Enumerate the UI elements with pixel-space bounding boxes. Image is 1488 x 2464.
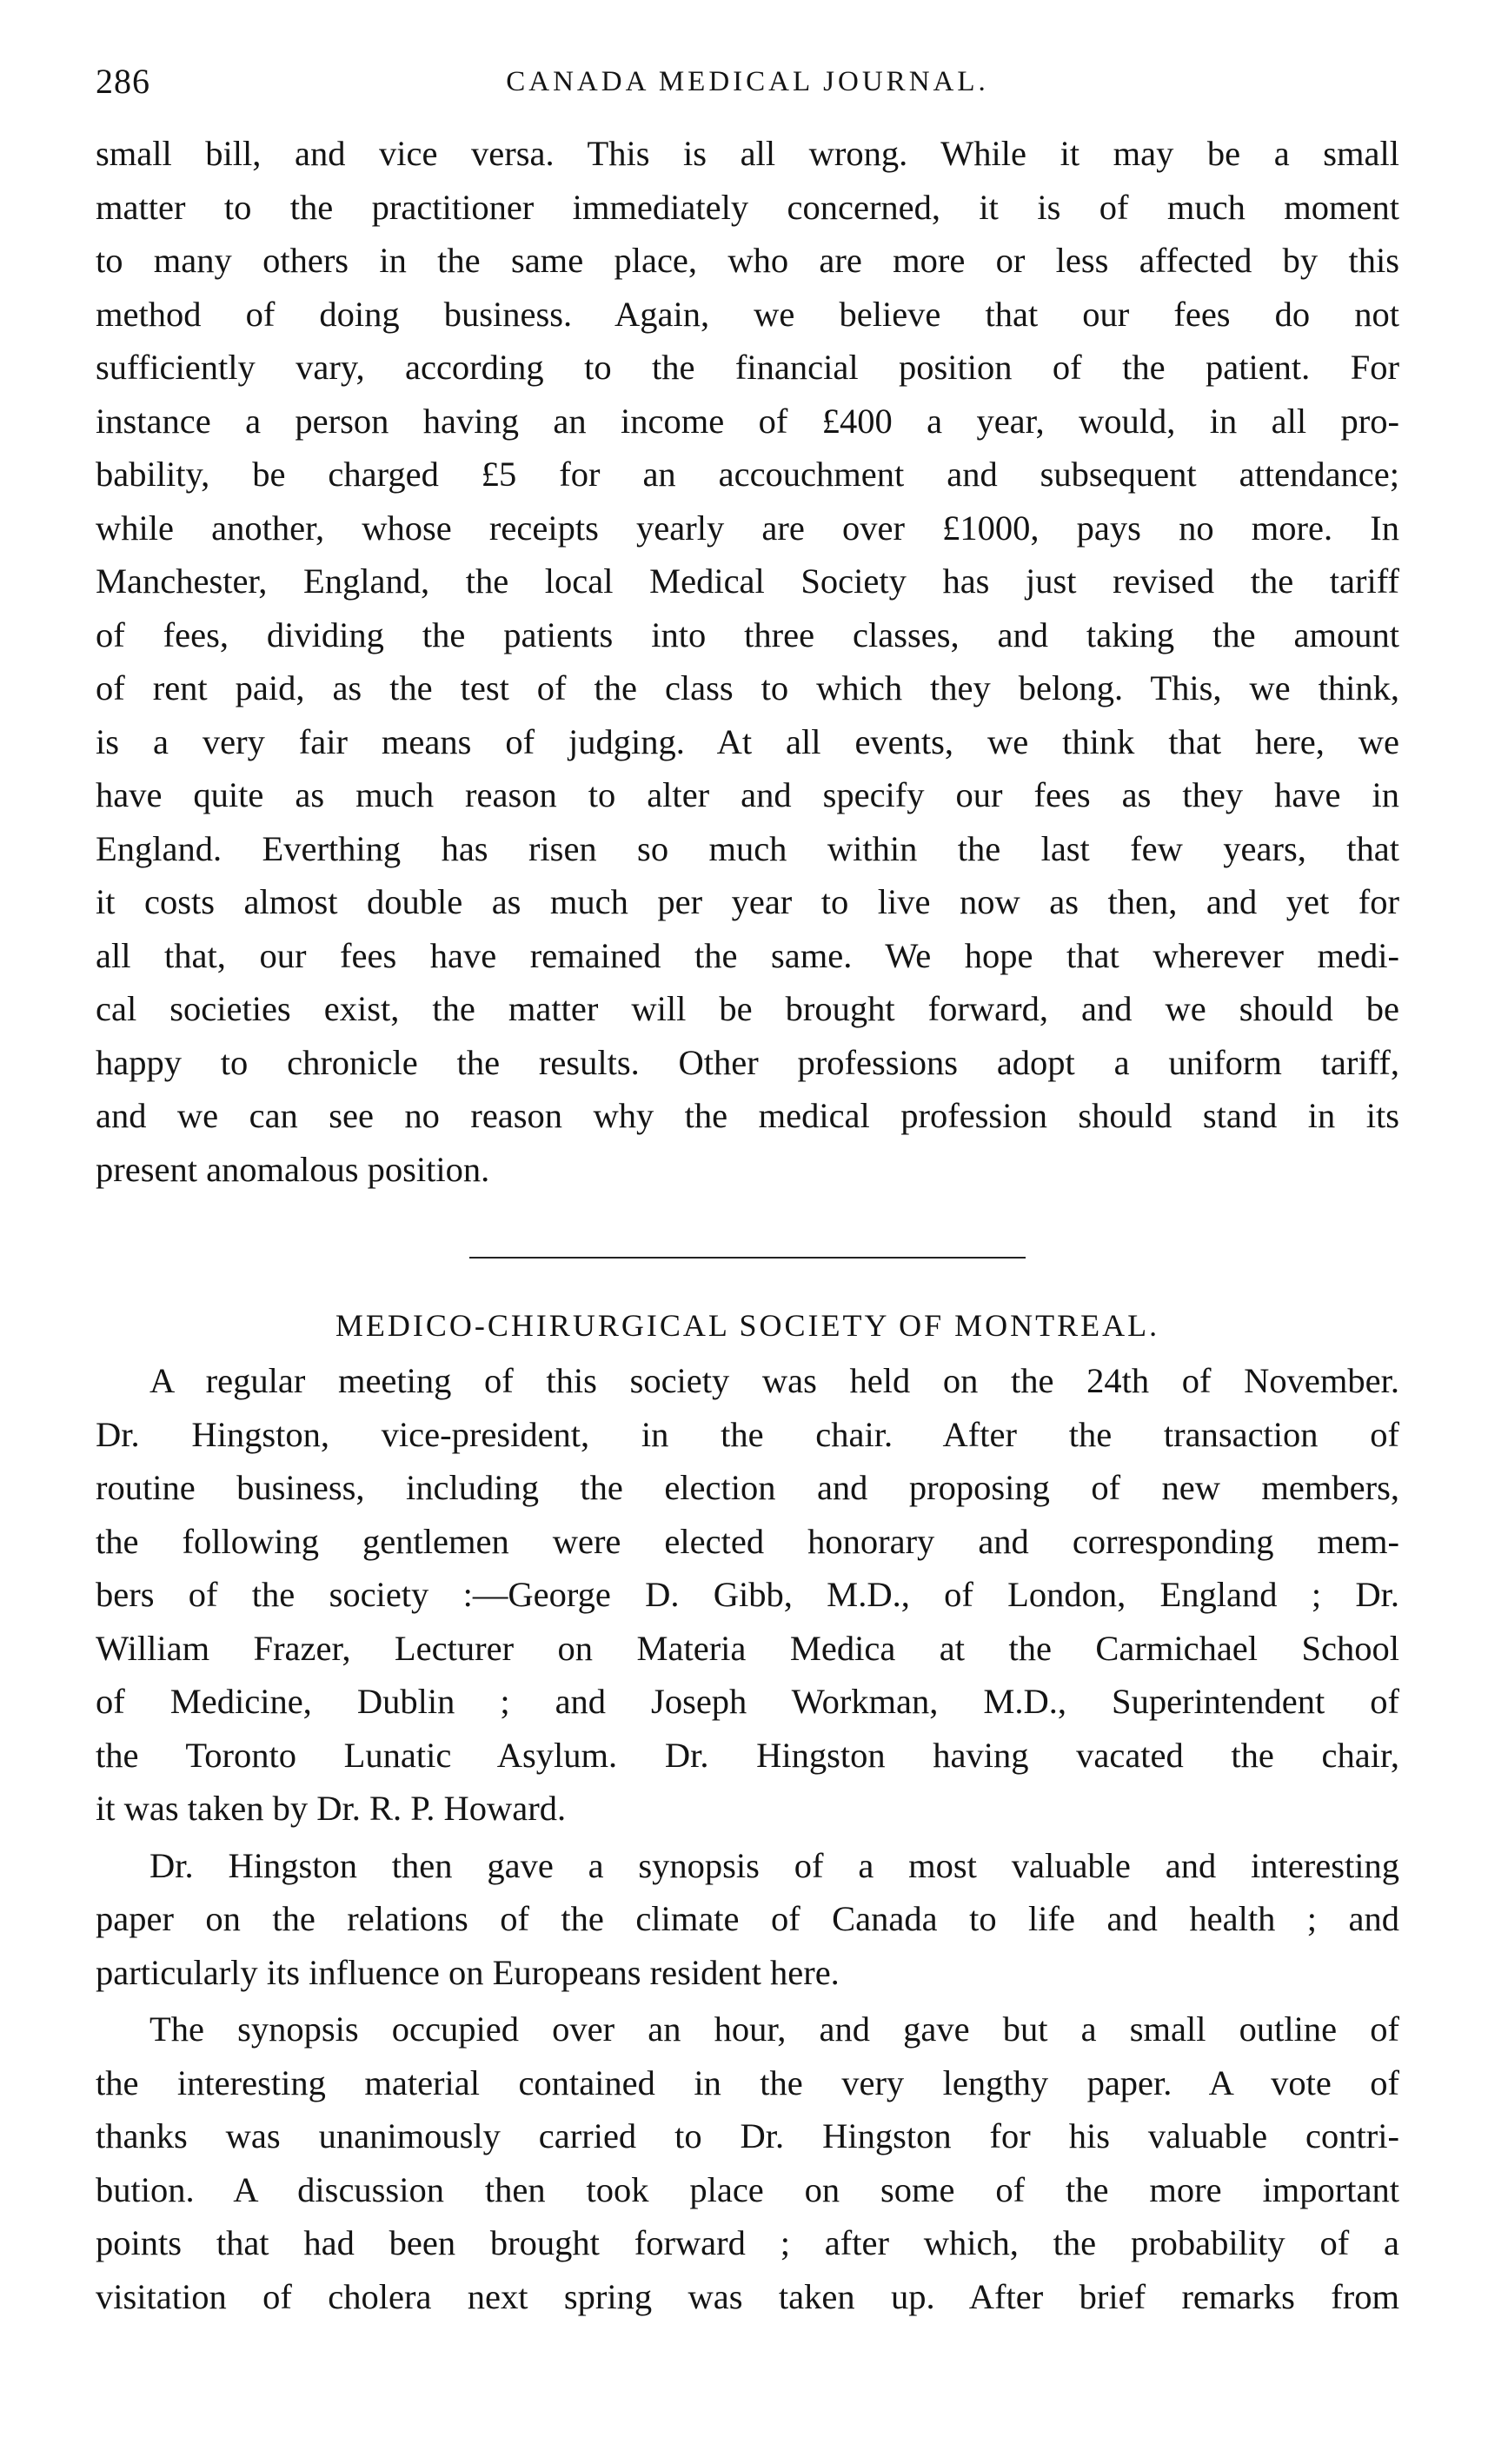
- text-line: matter to the practitioner immediately concerned, it is of much moment: [96, 187, 1399, 227]
- text-line: the following gentlemen were elected honorary and corresponding mem-: [96, 1521, 1399, 1561]
- text-line: particularly its influence on Europeans resident here.: [96, 1952, 840, 1992]
- text-line: is a very fair means of judging. At all events, we think that here, we: [96, 721, 1399, 761]
- text-line: it costs almost double as much per year to live now as then, and yet for: [96, 882, 1399, 921]
- text-line: bers of the society :—George D. Gibb, M.D., of London, England ; Dr.: [96, 1575, 1399, 1614]
- text-line: all that, our fees have remained the same. We hope that wherever medi-: [96, 935, 1399, 975]
- running-head: CANADA MEDICAL JOURNAL.: [506, 66, 989, 97]
- text-line: Manchester, England, the local Medical Society has just revised the tariff: [96, 561, 1399, 601]
- text-line: cal societies exist, the matter will be brought forward, and we should be: [96, 989, 1399, 1028]
- text-line: of rent paid, as the test of the class to which they belong. This, we think,: [96, 668, 1399, 707]
- text-line: sufficiently vary, according to the financial position of the patient. For: [96, 348, 1399, 387]
- text-line: happy to chronicle the results. Other professions adopt a uniform tariff,: [96, 1042, 1399, 1082]
- paragraph: [96, 2002, 1399, 2323]
- text-line: thanks was unanimously carried to Dr. Hingston for his valuable contri-: [96, 2116, 1399, 2155]
- text-line: points that had been brought forward ; after which, the probability of a: [96, 2223, 1399, 2262]
- article-continuation: [96, 127, 1399, 1196]
- text-line: William Frazer, Lecturer on Materia Medica at the Carmichael School: [96, 1628, 1399, 1668]
- section-title: MEDICO-CHIRURGICAL SOCIETY OF MONTREAL.: [335, 1308, 1160, 1343]
- text-line: the Toronto Lunatic Asylum. Dr. Hingston having vacated the chair,: [96, 1735, 1399, 1775]
- text-line: to many others in the same place, who are more or less affected by this: [96, 241, 1399, 280]
- text-line: of fees, dividing the patients into three classes, and taking the amount: [96, 614, 1399, 654]
- text-line: Dr. Hingston then gave a synopsis of a most valuable and interesting: [149, 1845, 1399, 1885]
- text-line: routine business, including the election and proposing of new members,: [96, 1468, 1399, 1507]
- text-line: the interesting material contained in the very lengthy paper. A vote of: [96, 2062, 1399, 2102]
- text-line: method of doing business. Again, we believe that our fees do not: [96, 294, 1399, 334]
- text-line: visitation of cholera next spring was taken up. After brief remarks from: [96, 2276, 1399, 2316]
- text-line: A regular meeting of this society was held on the 24th of November.: [149, 1361, 1399, 1400]
- paragraph: [96, 1354, 1399, 1836]
- text-line: small bill, and vice versa. This is all wrong. While it may be a small: [96, 134, 1399, 173]
- journal-page: [96, 61, 1399, 2323]
- text-line: it was taken by Dr. R. P. Howard.: [96, 1789, 567, 1828]
- text-line: while another, whose receipts yearly are over £1000, pays no more. In: [96, 508, 1399, 548]
- text-line: Dr. Hingston, vice-president, in the chair. After the transaction of: [96, 1414, 1399, 1454]
- text-line: The synopsis occupied over an hour, and gave but a small outline of: [149, 2009, 1399, 2049]
- section-divider: [469, 1257, 1026, 1259]
- text-line: England. Everthing has risen so much within the last few years, that: [96, 828, 1399, 868]
- text-line: paper on the relations of the climate of Canada to life and health ; and: [96, 1899, 1399, 1938]
- text-line: have quite as much reason to alter and specify our fees as they have in: [96, 775, 1399, 814]
- page-number: 286: [96, 62, 150, 101]
- text-line: and we can see no reason why the medical profession should stand in its: [96, 1096, 1399, 1135]
- paragraph: [96, 1839, 1399, 2000]
- text-line: bution. A discussion then took place on some of the more important: [96, 2169, 1399, 2209]
- text-line: instance a person having an income of £400 a year, would, in all pro-: [96, 401, 1399, 441]
- text-line: bability, be charged £5 for an accouchment and subsequent attendance;: [96, 455, 1399, 494]
- text-line: of Medicine, Dublin ; and Joseph Workman, M.D., Superintendent of: [96, 1682, 1399, 1721]
- page-header: [96, 61, 1399, 113]
- text-line: present anomalous position.: [96, 1149, 490, 1189]
